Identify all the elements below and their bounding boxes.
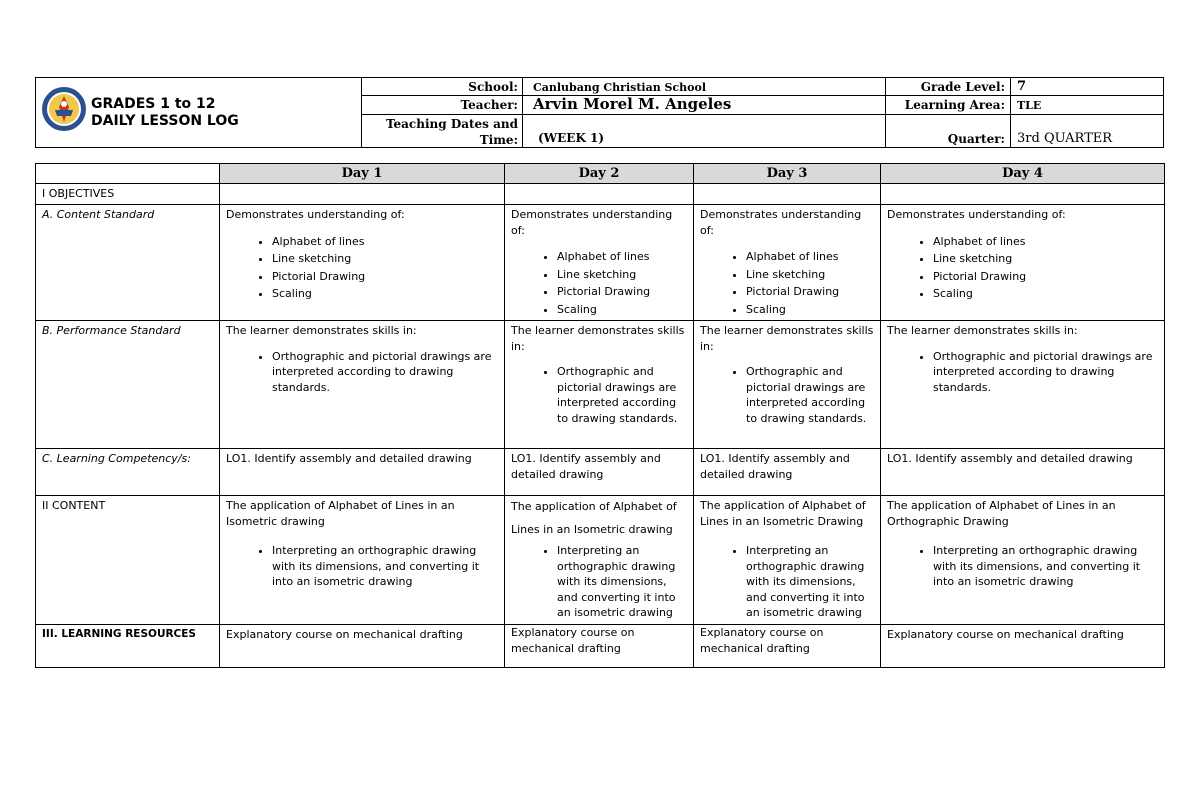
list-item: • Line sketching <box>746 266 874 284</box>
quarter-label: Quarter: <box>947 132 1005 146</box>
performance-standard-intro: The learner demonstrates skills in: <box>887 324 1078 337</box>
day-1-header: Day 1 <box>220 164 505 184</box>
content-standard-intro: Demonstrates understanding of: <box>700 208 862 237</box>
day-4-header: Day 4 <box>881 164 1165 184</box>
page-title <box>91 96 239 130</box>
list-item: • Pictorial Drawing <box>746 283 874 301</box>
content-label: II CONTENT <box>36 496 220 625</box>
list-item: • Pictorial Drawing <box>933 268 1158 286</box>
day-3-header: Day 3 <box>694 164 881 184</box>
performance-standard-intro-b: in: <box>700 339 714 353</box>
table-cell <box>505 184 694 205</box>
objectives-label: I OBJECTIVES <box>36 184 220 205</box>
daily-lesson-log-table <box>35 163 1165 668</box>
list-item: • Interpreting an orthographic drawing with its dimensions, and converting it into an isometric drawing <box>557 543 687 621</box>
header-row-divider <box>362 114 1163 115</box>
learning-resources-day-3: Explanatory course on mechanical drafting <box>694 625 881 668</box>
list-item: • Interpreting an orthographic drawing with its dimensions, and converting it into an isometric drawing <box>933 543 1158 590</box>
content-day-2 <box>505 496 694 625</box>
content-standard-day-4 <box>881 205 1165 321</box>
learning-resources-row <box>36 625 1165 668</box>
corner-cell <box>36 164 220 184</box>
table-cell <box>881 184 1165 205</box>
list-item: • Interpreting an orthographic drawing with its dimensions, and converting it into an isometric drawing <box>746 543 874 621</box>
content-standard-intro: Demonstrates understanding of: <box>226 208 405 221</box>
title-line-2: DAILY LESSON LOG <box>91 113 239 129</box>
content-list <box>511 543 687 621</box>
school-label: School: <box>468 80 518 94</box>
learning-competency-label: C. Learning Competency/s: <box>36 449 220 496</box>
performance-standard-day-1 <box>220 321 505 449</box>
day-header-row <box>36 164 1165 184</box>
performance-standard-day-4 <box>881 321 1165 449</box>
content-text: The application of Alphabet of Lines in an Orthographic Drawing <box>887 499 1116 528</box>
list-item: • Line sketching <box>557 266 687 284</box>
learning-competency-day-2: LO1. Identify assembly and detailed drawing <box>505 449 694 496</box>
content-text: The application of Alphabet of Lines in an Isometric drawing <box>511 500 677 536</box>
performance-standard-list <box>226 349 498 396</box>
learning-resources-day-4: Explanatory course on mechanical drafting <box>881 625 1165 668</box>
list-item: • Orthographic and pictorial drawings are interpreted according to drawing standards. <box>746 364 874 426</box>
content-standard-list <box>887 233 1158 303</box>
list-item: • Scaling <box>746 301 874 319</box>
content-list <box>226 543 498 590</box>
learning-area-value: TLE <box>1017 99 1042 112</box>
content-standard-day-1 <box>220 205 505 321</box>
list-item: • Line sketching <box>272 250 498 268</box>
list-item: • Interpreting an orthographic drawing with its dimensions, and converting it into an isometric drawing <box>272 543 498 590</box>
table-cell <box>694 184 881 205</box>
list-item: • Alphabet of lines <box>272 233 498 251</box>
grade-level-value: 7 <box>1017 79 1027 94</box>
objectives-row <box>36 184 1165 205</box>
performance-standard-day-2 <box>505 321 694 449</box>
performance-standard-list <box>887 349 1158 396</box>
header-col-divider <box>885 78 886 147</box>
performance-standard-label: B. Performance Standard <box>36 321 220 449</box>
performance-standard-intro: The learner demonstrates skills in: <box>226 324 417 337</box>
content-standard-row <box>36 205 1165 321</box>
content-standard-list <box>511 248 687 318</box>
teaching-dates-label-line-2: Time: <box>479 133 518 147</box>
learning-competency-row <box>36 449 1165 496</box>
performance-standard-list <box>700 364 874 426</box>
content-row <box>36 496 1165 625</box>
learning-resources-day-1: Explanatory course on mechanical drafting <box>220 625 505 668</box>
list-item: • Scaling <box>557 301 687 319</box>
lesson-log-header <box>35 77 1164 148</box>
list-item: • Alphabet of lines <box>746 248 874 266</box>
learning-resources-label: III. LEARNING RESOURCES <box>36 625 220 668</box>
performance-standard-list <box>511 364 687 426</box>
title-line-1: GRADES 1 to 12 <box>91 96 216 112</box>
school-value: Canlubang Christian School <box>533 81 707 94</box>
list-item: • Orthographic and pictorial drawings are interpreted according to drawing standards. <box>272 349 498 396</box>
teacher-value: Arvin Morel M. Angeles <box>533 95 732 113</box>
learning-resources-day-2: Explanatory course on mechanical drafting <box>505 625 694 668</box>
content-day-3 <box>694 496 881 625</box>
content-standard-list <box>700 248 874 318</box>
performance-standard-intro-a: The learner demonstrates skills <box>700 324 874 337</box>
header-col-divider <box>1010 78 1011 147</box>
performance-standard-day-3 <box>694 321 881 449</box>
list-item: • Pictorial Drawing <box>272 268 498 286</box>
title-cell <box>36 78 362 147</box>
list-item: • Orthographic and pictorial drawings are interpreted according to drawing standards. <box>933 349 1158 396</box>
performance-standard-row <box>36 321 1165 449</box>
content-list <box>887 543 1158 590</box>
learning-competency-day-1: LO1. Identify assembly and detailed drawing <box>220 449 505 496</box>
learning-competency-day-4: LO1. Identify assembly and detailed drawing <box>881 449 1165 496</box>
list-item: • Orthographic and pictorial drawings are interpreted according to drawing standards. <box>557 364 687 426</box>
content-day-4 <box>881 496 1165 625</box>
teaching-dates-label <box>386 116 518 148</box>
performance-standard-intro-b: in: <box>511 339 525 353</box>
list-item: • Line sketching <box>933 250 1158 268</box>
quarter-value: 3rd QUARTER <box>1017 131 1113 146</box>
teaching-dates-value: (WEEK 1) <box>538 131 605 145</box>
content-standard-list <box>226 233 498 303</box>
learning-competency-day-3: LO1. Identify assembly and detailed drawing <box>694 449 881 496</box>
performance-standard-intro-a: The learner demonstrates skills <box>511 324 685 337</box>
list-item: • Scaling <box>272 285 498 303</box>
content-list <box>700 543 874 621</box>
content-standard-day-2 <box>505 205 694 321</box>
content-standard-label: A. Content Standard <box>36 205 220 321</box>
deped-seal-icon <box>41 86 87 132</box>
content-standard-intro: Demonstrates understanding of: <box>511 208 673 237</box>
list-item: • Alphabet of lines <box>933 233 1158 251</box>
list-item: • Pictorial Drawing <box>557 283 687 301</box>
list-item: • Scaling <box>933 285 1158 303</box>
header-row-divider <box>362 95 1163 96</box>
content-standard-day-3 <box>694 205 881 321</box>
content-text: The application of Alphabet of Lines in an Isometric Drawing <box>700 499 866 528</box>
header-col-divider <box>522 78 523 147</box>
grade-level-label: Grade Level: <box>920 80 1005 94</box>
content-text: The application of Alphabet of Lines in an Isometric drawing <box>226 499 455 528</box>
teacher-label: Teacher: <box>460 98 518 112</box>
teaching-dates-label-line-1: Teaching Dates and <box>385 117 518 131</box>
learning-area-label: Learning Area: <box>904 98 1005 112</box>
table-cell <box>220 184 505 205</box>
list-item: • Alphabet of lines <box>557 248 687 266</box>
day-2-header: Day 2 <box>505 164 694 184</box>
content-day-1 <box>220 496 505 625</box>
content-standard-intro: Demonstrates understanding of: <box>887 208 1066 221</box>
